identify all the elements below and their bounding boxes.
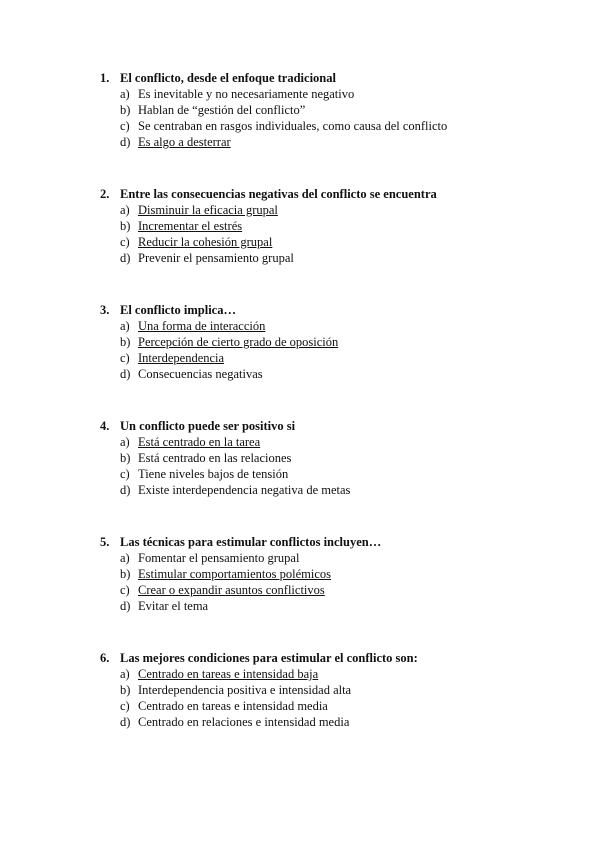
question-text: El conflicto, desde el enfoque tradicional <box>120 71 336 85</box>
options-list <box>100 318 560 382</box>
options-list <box>100 202 560 266</box>
option-a: a) Es inevitable y no necesariamente negativo <box>120 87 355 101</box>
option-d: d) Existe interdependencia negativa de metas <box>120 483 351 497</box>
question-title <box>100 186 560 202</box>
question-title <box>100 418 560 434</box>
option-d: d) Es algo a desterrar <box>120 135 231 149</box>
option-a: a) Fomentar el pensamiento grupal <box>120 551 300 565</box>
option-b: b) Incrementar el estrés <box>120 219 243 233</box>
option-b: b) Percepción de cierto grado de oposición <box>120 335 339 349</box>
option-a: a) Una forma de interacción <box>120 319 266 333</box>
question-number: 3. <box>100 303 110 317</box>
question-4 <box>100 418 560 498</box>
option-c: c) Tiene niveles bajos de tensión <box>120 467 289 481</box>
question-number: 6. <box>100 651 110 665</box>
options-list <box>100 666 560 730</box>
options-list <box>100 434 560 498</box>
option-a: a) Centrado en tareas e intensidad baja <box>120 667 319 681</box>
question-5 <box>100 534 560 614</box>
question-number: 2. <box>100 187 110 201</box>
option-d: d) Consecuencias negativas <box>120 367 263 381</box>
option-d: d) Prevenir el pensamiento grupal <box>120 251 294 265</box>
option-a: a) Está centrado en la tarea <box>120 435 261 449</box>
option-c: c) Se centraban en rasgos individuales, como causa del conflicto <box>120 119 448 133</box>
question-3 <box>100 302 560 382</box>
options-list <box>100 86 560 150</box>
option-d: d) Centrado en relaciones e intensidad media <box>120 715 350 729</box>
question-1 <box>100 70 560 150</box>
option-b: b) Hablan de “gestión del conflicto” <box>120 103 306 117</box>
question-text: Las técnicas para estimular conflictos incluyen… <box>120 535 382 549</box>
question-title <box>100 302 560 318</box>
question-2 <box>100 186 560 266</box>
options-list <box>100 550 560 614</box>
question-number: 1. <box>100 71 110 85</box>
question-6 <box>100 650 560 730</box>
question-text: Las mejores condiciones para estimular el conflicto son: <box>120 651 418 665</box>
option-b: b) Estimular comportamientos polémicos <box>120 567 332 581</box>
question-text: Entre las consecuencias negativas del conflicto se encuentra <box>120 187 437 201</box>
question-number: 5. <box>100 535 110 549</box>
question-text: El conflicto implica… <box>120 303 236 317</box>
option-c: c) Crear o expandir asuntos conflictivos <box>120 583 325 597</box>
option-c: c) Interdependencia <box>120 351 225 365</box>
option-c: c) Centrado en tareas e intensidad media <box>120 699 328 713</box>
question-title <box>100 70 560 86</box>
question-number: 4. <box>100 419 110 433</box>
option-b: b) Interdependencia positiva e intensidad alta <box>120 683 352 697</box>
question-title <box>100 534 560 550</box>
option-b: b) Está centrado en las relaciones <box>120 451 292 465</box>
option-a: a) Disminuir la eficacia grupal <box>120 203 278 217</box>
option-c: c) Reducir la cohesión grupal <box>120 235 273 249</box>
question-title <box>100 650 560 666</box>
option-d: d) Evitar el tema <box>120 599 209 613</box>
question-text: Un conflicto puede ser positivo si <box>120 419 296 433</box>
